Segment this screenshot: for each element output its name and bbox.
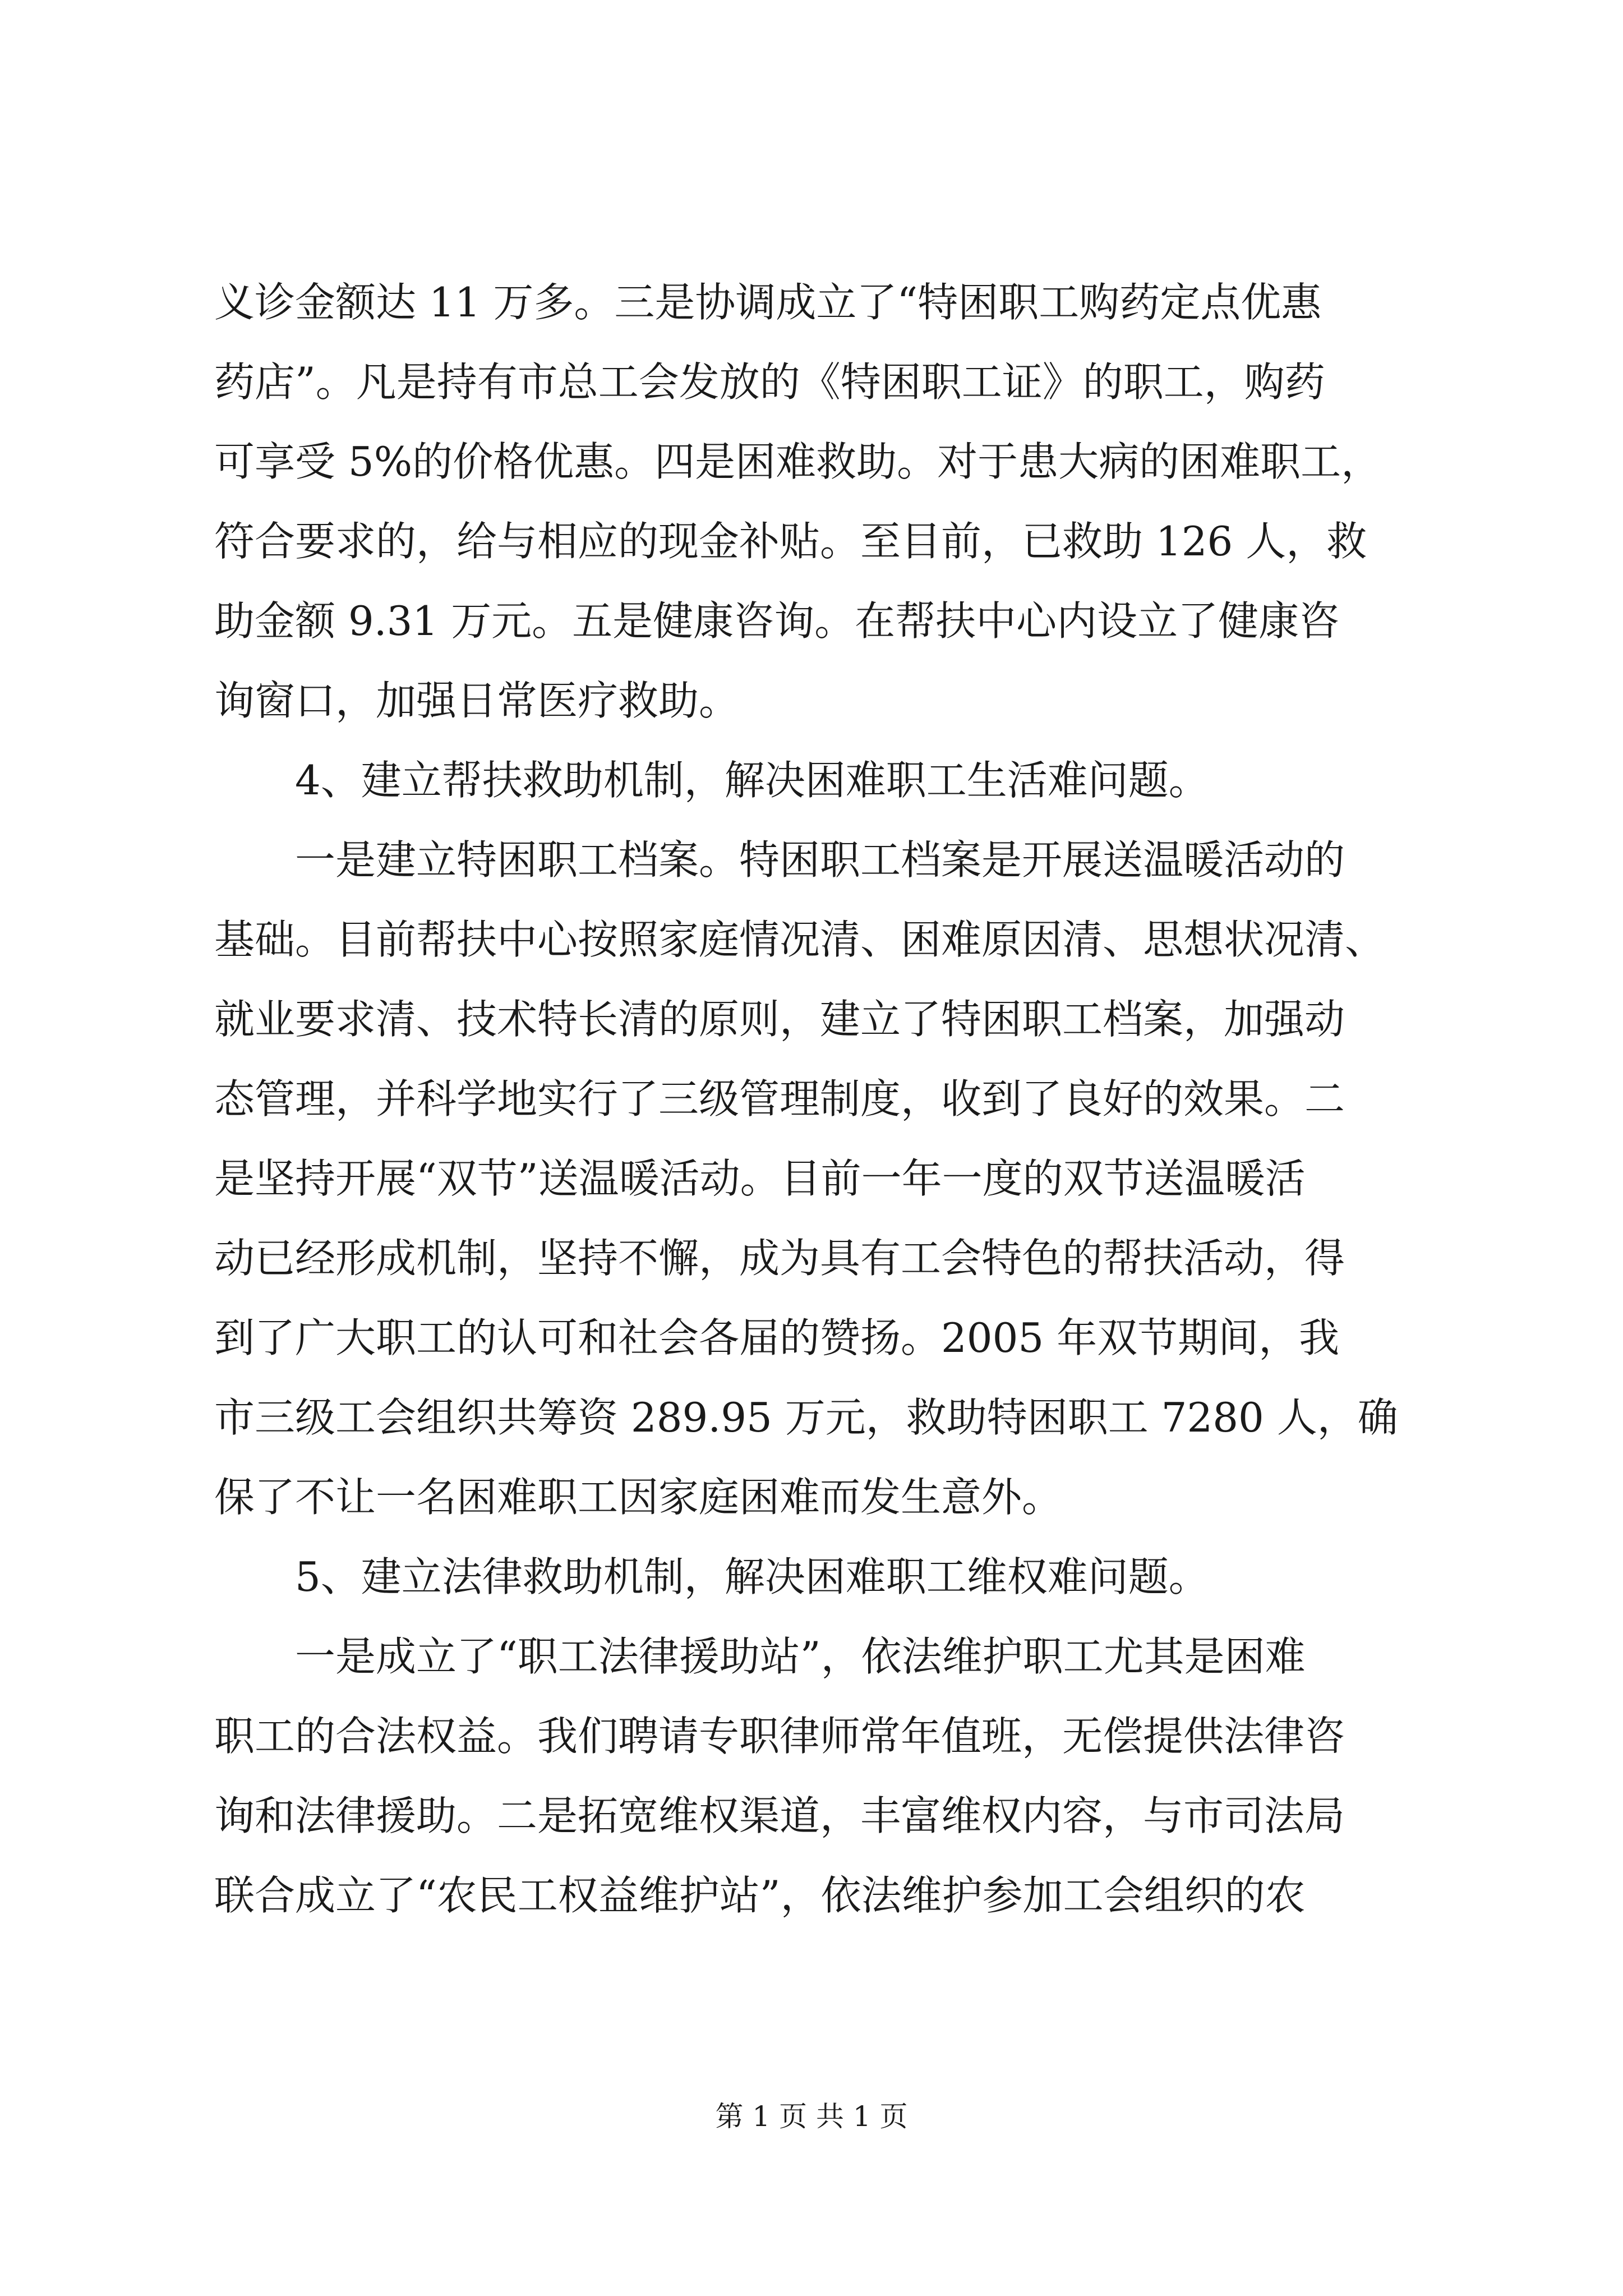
text-line: 义诊金额达 11 万多。三是协调成立了“特困职工购药定点优惠 — [214, 279, 1322, 326]
text-line: 态管理，并科学地实行了三级管理制度，收到了良好的效果。二 — [214, 1075, 1345, 1122]
text-line: 职工的合法权益。我们聘请专职律师常年值班，无偿提供法律咨 — [214, 1713, 1345, 1760]
text-line: 询和法律援助。二是拓宽维权渠道，丰富维权内容，与市司法局 — [214, 1792, 1345, 1839]
text-line: 助金额 9.31 万元。五是健康咨询。在帮扶中心内设立了健康咨 — [214, 597, 1340, 645]
text-line: 符合要求的，给与相应的现金补贴。至目前，已救助 126 人，救 — [214, 518, 1367, 565]
text-line: 一是建立特困职工档案。特困职工档案是开展送温暖活动的 — [214, 836, 1345, 884]
text-line: 到了广大职工的认可和社会各届的赞扬。2005 年双节期间，我 — [214, 1314, 1340, 1361]
text-line: 就业要求清、技术特长清的原则，建立了特困职工档案，加强动 — [214, 996, 1345, 1043]
text-line: 是坚持开展“双节”送温暖活动。目前一年一度的双节送温暖活 — [214, 1155, 1306, 1202]
page-footer — [0, 2097, 1623, 2136]
text-line: 一是成立了“职工法律援助站”，依法维护职工尤其是困难 — [214, 1633, 1306, 1680]
text-line: 动已经形成机制，坚持不懈，成为具有工会特色的帮扶活动，得 — [214, 1235, 1345, 1282]
text-line: 药店”。凡是持有市总工会发放的《特困职工证》的职工，购药 — [214, 358, 1325, 406]
section-heading-5: 5、建立法律救助机制，解决困难职工维权难问题。 — [214, 1553, 1209, 1600]
text-line: 可享受 5%的价格优惠。四是困难救助。对于患大病的困难职工， — [214, 438, 1382, 485]
text-line: 询窗口，加强日常医疗救助。 — [214, 677, 740, 724]
section-heading-4: 4、建立帮扶救助机制，解决困难职工生活难问题。 — [214, 757, 1209, 804]
text-line: 基础。目前帮扶中心按照家庭情况清、困难原因清、思想状况清、 — [214, 916, 1386, 963]
text-line: 保了不让一名困难职工因家庭困难而发生意外。 — [214, 1474, 1063, 1521]
document-body — [214, 263, 1426, 1935]
text-line: 联合成立了“农民工权益维护站”，依法维护参加工会组织的农 — [214, 1872, 1306, 1919]
page-number-label: 第 1 页 共 1 页 — [715, 2100, 908, 2133]
text-line: 市三级工会组织共筹资 289.95 万元，救助特困职工 7280 人，确 — [214, 1394, 1398, 1441]
